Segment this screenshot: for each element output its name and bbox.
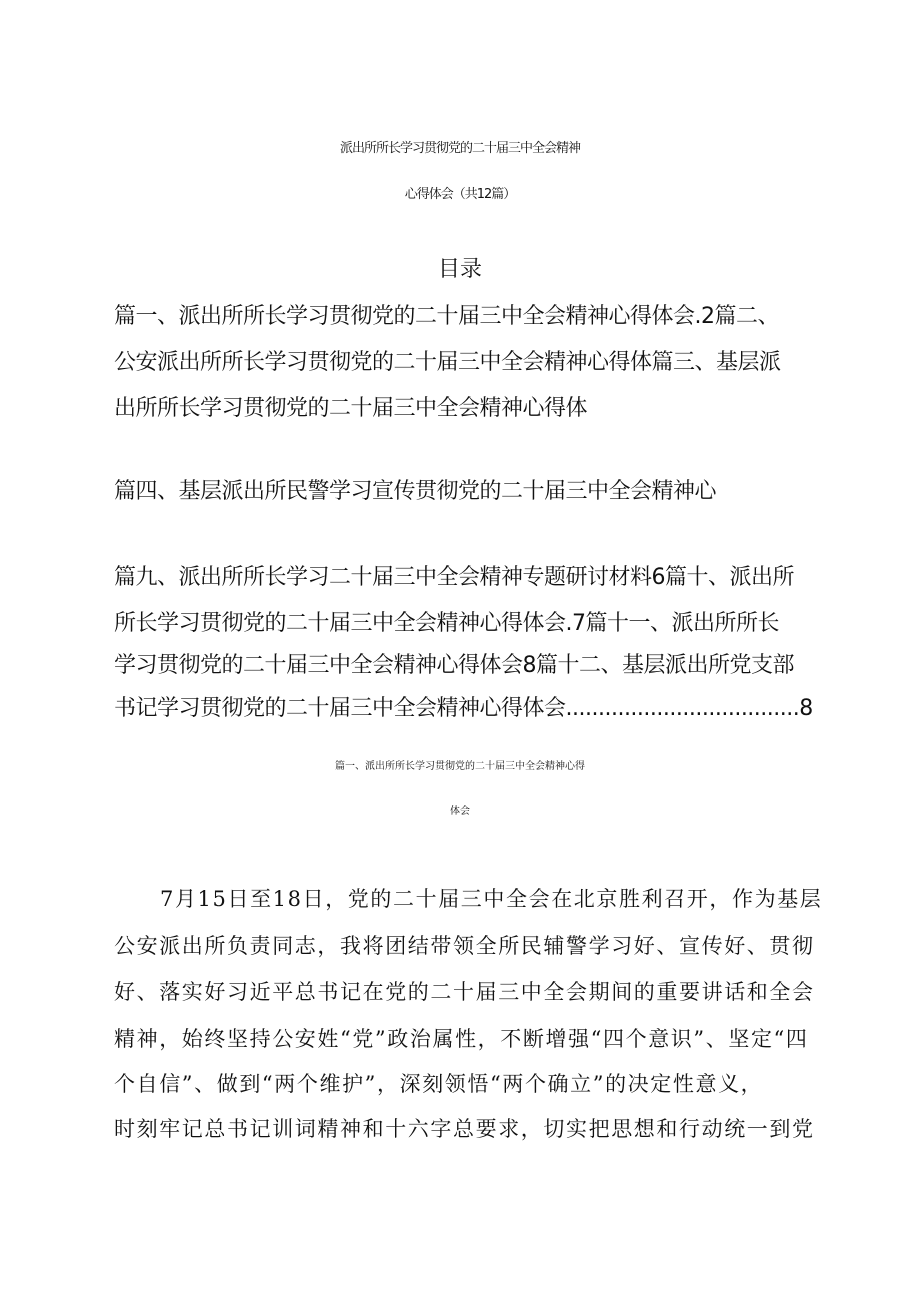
- toc-line: 公安派出所所长学习贯彻党的二十届三中全会精神心得体篇三、基层派: [114, 350, 781, 375]
- body-paragraph-line: 时刻牢记总书记训词精神和十六字总要求，切实把思想和行动统一到党: [114, 1117, 815, 1141]
- toc-heading: 目录: [437, 257, 482, 282]
- section-title-line-1: 篇一、派出所所长学习贯彻党的二十届三中全会精神心得: [335, 761, 585, 772]
- toc-line: 学习贯彻党的二十届三中全会精神心得体会8篇十二、基层派出所党支部: [114, 653, 794, 678]
- body-paragraph-line: 个自信”、做到“两个维护”，深刻领悟“两个确立”的决定性意义，: [114, 1072, 764, 1096]
- toc-line: 篇一、派出所所长学习贯彻党的二十届三中全会精神心得体会.2篇二、: [114, 304, 779, 329]
- toc-line: 篇四、基层派出所民警学习宣传贯彻党的二十届三中全会精神心: [114, 479, 717, 504]
- body-paragraph-line: 好、落实好习近平总书记在党的二十届三中全会期间的重要讲话和全会: [114, 980, 815, 1004]
- body-paragraph-line: 7月15日至18日，党的二十届三中全会在北京胜利召开，作为基层: [160, 887, 823, 911]
- body-paragraph-line: 公安派出所负责同志，我将团结带领全所民辅警学习好、宣传好、贯彻: [114, 934, 815, 958]
- body-paragraph-line: 精神，始终坚持公安姓“党”政治属性，不断增强“四个意识”、坚定“四: [114, 1027, 809, 1051]
- toc-line: 出所所长学习贯彻党的二十届三中全会精神心得体: [114, 396, 588, 421]
- document-title-line-2: 心得体会（共12篇）: [404, 187, 516, 202]
- section-title-line-2: 体会: [450, 806, 470, 817]
- toc-line: 书记学习贯彻党的二十届三中全会精神心得体会....................................8: [114, 696, 813, 721]
- document-title-line-1: 派出所所长学习贯彻党的二十届三中全会精神: [339, 141, 580, 156]
- toc-line: 篇九、派出所所长学习二十届三中全会精神专题研讨材料6篇十、派出所: [114, 565, 794, 590]
- toc-line: 所长学习贯彻党的二十届三中全会精神心得体会.7篇十一、派出所所长: [114, 611, 779, 636]
